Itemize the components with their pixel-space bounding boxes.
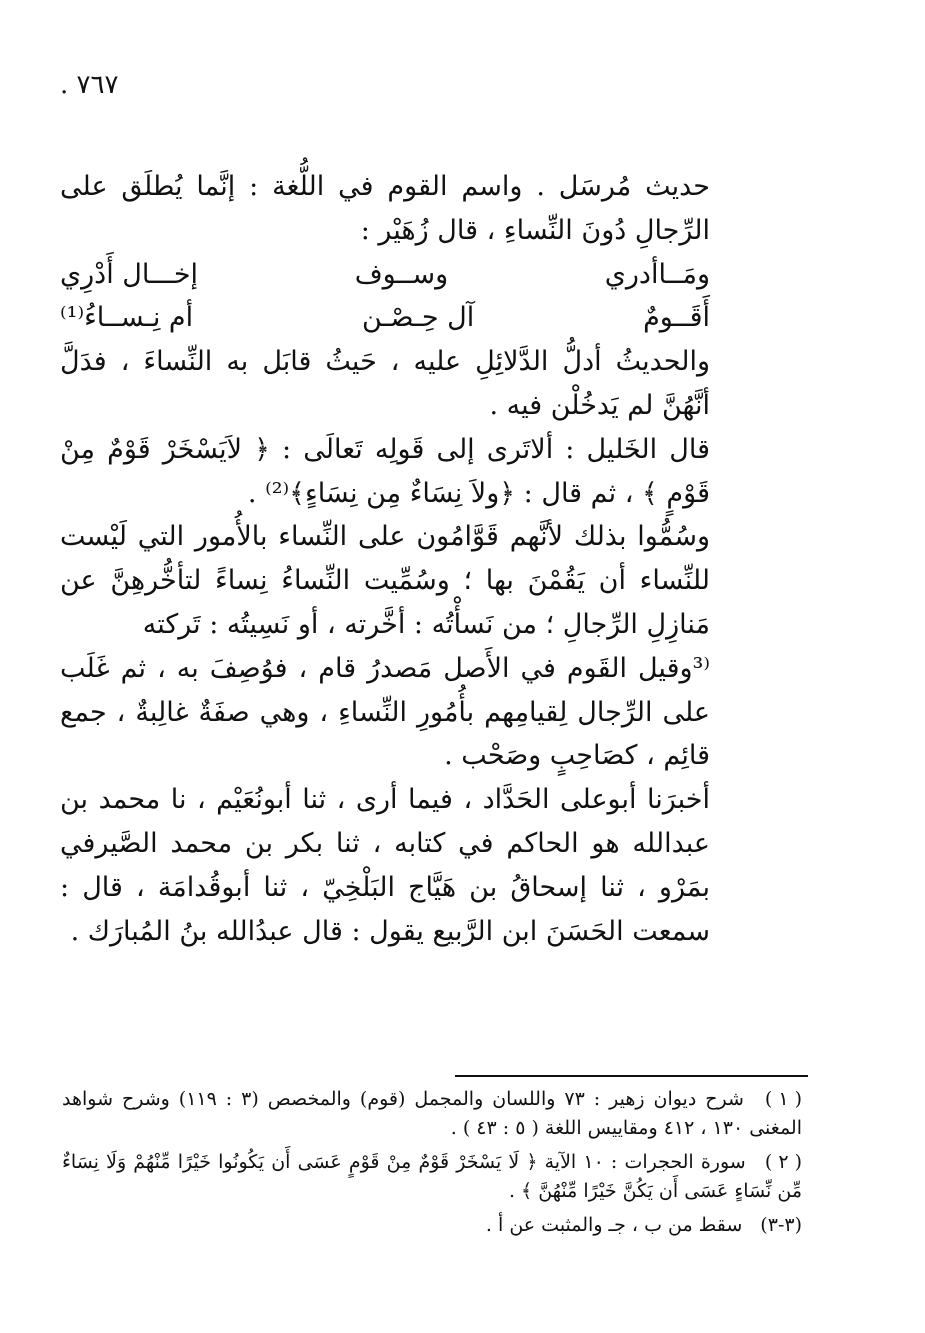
paragraph: وسُمُّوا بذلك لأنَّهم قَوَّامُون على النِّساء بالأُمور التي لَيْست للنِّساء أن يَقُمْنَ بها ؛ وسُمِّيت النِّساءُ نِساءً لتأخُّرهِنَّ عن مَنازِلِ الرِّجالِ ؛ من نَسأْتُه : أخَّرته ، أو نَسِيتُه : تَركته xyxy=(60,521,710,640)
verse-part: ومَــاأدري xyxy=(604,258,710,290)
paragraph: قال الخَليل : ألاتَرى إلى قَولِه تَعالَى : ﴿ لاَيَسْخَرْ قَوْمٌ مِنْ قَوْمٍ ﴾ ، ثم قال : ﴿ولاَ نِسَاءٌ مِن نِسَاءٍ﴾⁽²⁾ . xyxy=(60,433,710,509)
footnote-number: ( ١ ) xyxy=(764,1088,803,1110)
verse-part: آل حِـصْـن xyxy=(362,302,475,334)
footnote-number: (٣-٣) xyxy=(760,1214,802,1236)
main-text xyxy=(60,165,710,953)
footnote-text: سقط من ب ، جـ والمثبت عن أ . xyxy=(485,1214,743,1236)
footnote-number: ( ٢ ) xyxy=(764,1151,803,1173)
footnote xyxy=(62,1148,802,1205)
verse-part: وســوف xyxy=(354,258,449,290)
paragraph: أخبرَنا أبوعلى الحَدَّاد ، فيما أرى ، ثنا أبونُعَيْم ، نا محمد بن عبدالله هو الحاكم في كتابه ، ثنا بكر بن محمد الصَّيرفي بمَرْو ، ثنا إسحاقُ بن هَيَّاج البَلْخِيّ ، ثنا أبوقُدامَة ، قال : سمعت الحَسَنَ ابن الرَّبيع يقول : قال عبدُالله بنُ المُبارَك . xyxy=(60,784,710,947)
page-number: ٧٦٧ . xyxy=(60,70,119,100)
verse-part: أم نِـســاءُ⁽¹⁾ xyxy=(60,302,194,334)
verse-line xyxy=(60,253,710,297)
footnotes xyxy=(62,1085,802,1246)
footnote-text: سورة الحجرات : ١٠ الآية ﴿ لَا يَسْخَرْ قَوْمٌ مِنْ قَوْمٍ عَسَى أَن يَكُونُوا خَيْرًا مِّنْهُمْ وَلَا نِسَاءٌ مِّن نِّسَاءٍ عَسَى أَن يَكُنَّ خَيْرًا مِّنْهُنَّ ﴾ . xyxy=(62,1151,802,1202)
footnote-divider xyxy=(455,1075,808,1077)
paragraph: ⁽³وقيل القَوم في الأَصل مَصدرُ قام ، فوُصِفَ به ، ثم غَلَب على الرِّجال لِقيامِهم بأُمُورِ النِّساءِ ، وهي صفَةٌ غالِبةٌ ، جمع قائِم ، كصَاحِبٍ وصَحْب . xyxy=(60,652,710,772)
verse-part: إخـــال أَدْرِي xyxy=(60,258,199,290)
paragraph: حديث مُرسَل . واسم القوم في اللُّغة : إنَّما يُطلَق على الرِّجالِ دُونَ النِّساءِ ، قال زُهَيْر : xyxy=(60,171,710,246)
footnote xyxy=(62,1211,802,1240)
verse-line xyxy=(60,296,710,340)
paragraph: والحديثُ أدلُّ الدَّلائِلِ عليه ، حَيثُ قابَل به النِّساءَ ، فدَلَّ أنَّهُنَّ لم يَدخُلْن فيه . xyxy=(60,346,710,421)
verse-part: أَقَــومٌ xyxy=(643,302,710,334)
footnote-text: شرح ديوان زهير : ٧٣ واللسان والمجمل (قوم) والمخصص (٣ : ١١٩) وشرح شواهد المغنى ١٣٠ ، ٤١٢ ومقاييس اللغة ( ٥ : ٤٣ ) . xyxy=(62,1088,802,1139)
footnote xyxy=(62,1085,802,1142)
